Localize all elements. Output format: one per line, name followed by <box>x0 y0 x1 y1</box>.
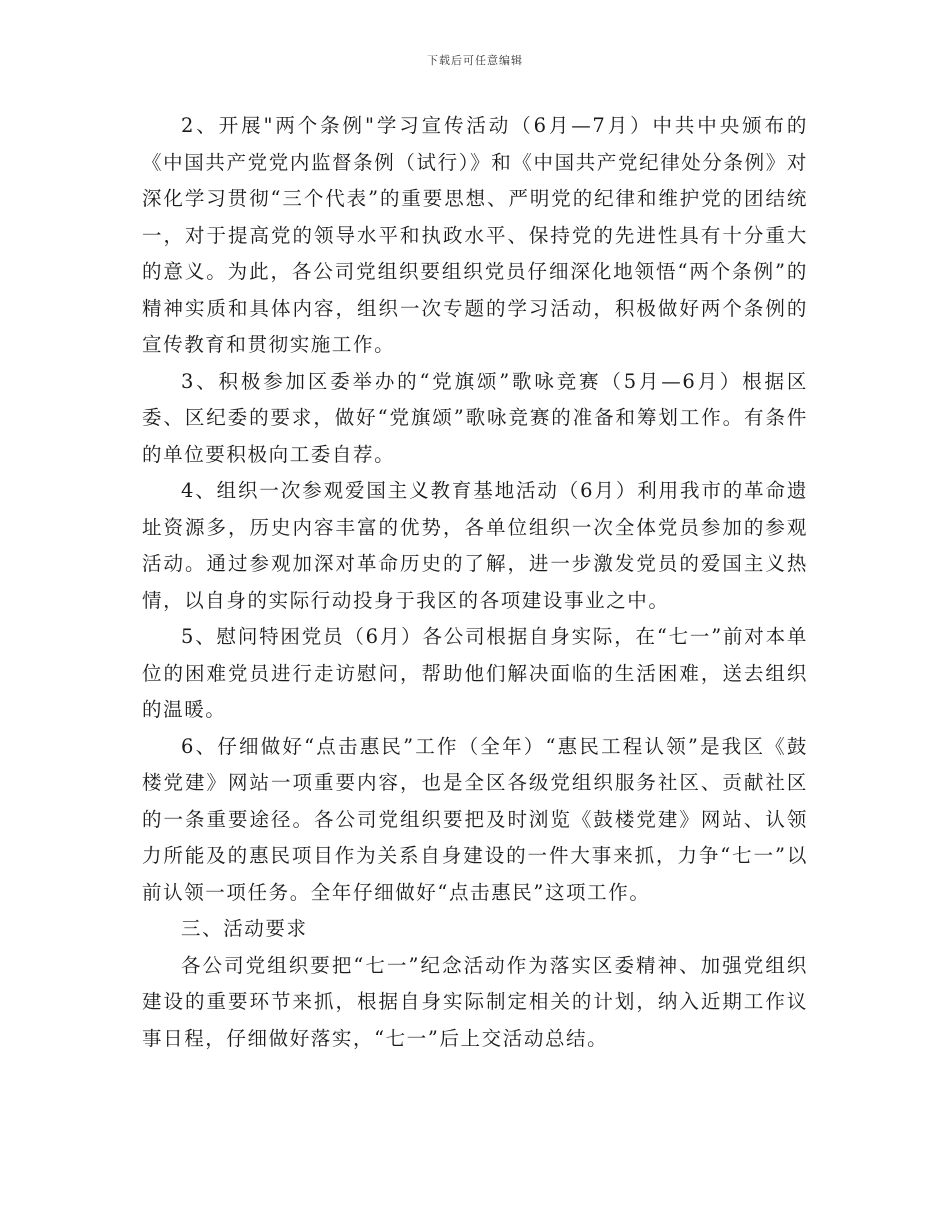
paragraph-item-5: 5、慰问特困党员（6月）各公司根据自身实际，在“七一”前对本单位的困难党员进行走访慰问，帮助他们解决面临的生活困难，送去组织的温暖。 <box>142 625 808 721</box>
page-header: 下载后可任意编辑 <box>427 54 523 67</box>
paragraph-item-3: 3、积极参加区委举办的“党旗颂”歌咏竞赛（5月—6月）根据区委、区纪委的要求，做好“党旗颂”歌咏竞赛的准备和筹划工作。有条件的单位要积极向工委自荐。 <box>142 369 808 466</box>
paragraph-requirements: 各公司党组织要把“七一”纪念活动作为落实区委精神、加强党组织建设的重要环节来抓，根据自身实际制定相关的计划，纳入近期工作议事日程，仔细做好落实，“七一”后上交活动总结。 <box>142 953 808 1050</box>
paragraph-item-4: 4、组织一次参观爱国主义教育基地活动（6月）利用我市的革命遗址资源多，历史内容丰富的优势，各单位组织一次全体党员参加的参观活动。通过参观加深对革命历史的了解，进一步激发党员的爱国主义热情，以自身的实际行动投身于我区的各项建设事业之中。 <box>142 479 808 612</box>
section-heading-requirements: 三、活动要求 <box>181 917 308 940</box>
document-body <box>142 108 808 1057</box>
paragraph-item-6: 6、仔细做好“点击惠民”工作（全年）“惠民工程认领”是我区《鼓楼党建》网站一项重要内容，也是全区各级党组织服务社区、贡献社区的一条重要途径。各公司党组织要把及时浏览《鼓楼党建》网站、认领力所能及的惠民项目作为关系自身建设的一件大事来抓，力争“七一”以前认领一项任务。全年仔细做好“点击惠民”这项工作。 <box>142 734 808 904</box>
paragraph-item-2: 2、开展"两个条例"学习宣传活动（6月—7月）中共中央颁布的《中国共产党党内监督条例（试行）》和《中国共产党纪律处分条例》对深化学习贯彻“三个代表”的重要思想、严明党的纪律和维护党的团结统一，对于提高党的领导水平和执政水平、保持党的先进性具有十分重大的意义。为此，各公司党组织要组织党员仔细深化地领悟“两个条例”的精神实质和具体内容，组织一次专题的学习活动，积极做好两个条例的宣传教育和贯彻实施工作。 <box>142 114 808 356</box>
